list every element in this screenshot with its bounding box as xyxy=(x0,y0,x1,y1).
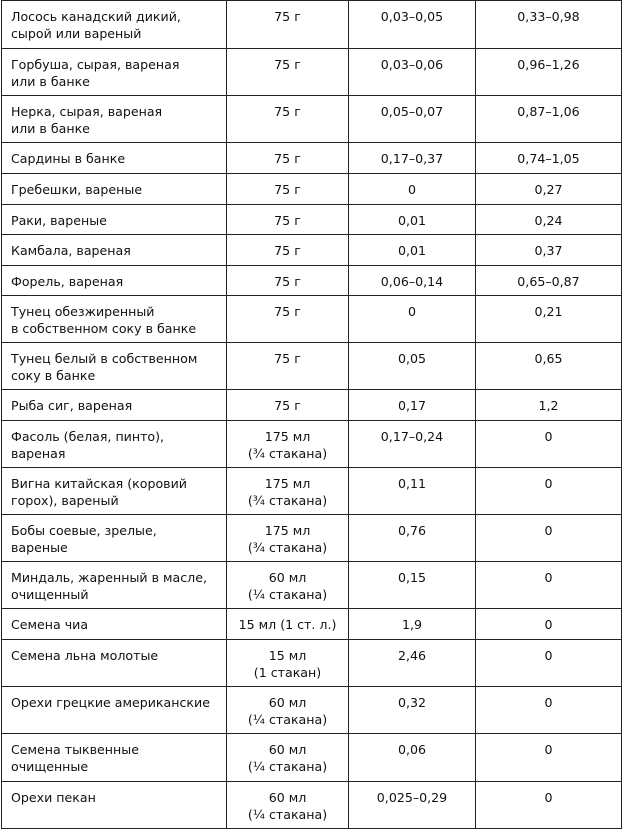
food-name-cell: Тунец обезжиренный в собственном соку в банке xyxy=(2,296,227,343)
food-name-cell: Лосось канадский дикий, сырой или вареный xyxy=(2,1,227,49)
value-cell-2: 0,24 xyxy=(476,205,622,235)
serving-size-cell: 60 мл (¼ стакана) xyxy=(227,782,349,829)
table-row xyxy=(2,266,622,296)
nutrition-table-body xyxy=(2,1,622,829)
value-cell-2: 0,37 xyxy=(476,235,622,266)
value-cell-2: 0 xyxy=(476,609,622,640)
value-cell-2: 0,21 xyxy=(476,296,622,343)
food-name-cell: Рыба сиг, вареная xyxy=(2,390,227,421)
serving-size-cell: 75 г xyxy=(227,143,349,174)
serving-size-cell: 75 г xyxy=(227,205,349,235)
table-row xyxy=(2,562,622,609)
value-cell-1: 0,025–0,29 xyxy=(349,782,476,829)
food-name-cell: Форель, вареная xyxy=(2,266,227,296)
value-cell-2: 0,96–1,26 xyxy=(476,49,622,96)
table-row xyxy=(2,421,622,468)
serving-size-cell: 75 г xyxy=(227,296,349,343)
serving-size-cell: 75 г xyxy=(227,49,349,96)
food-name-cell: Семена льна молотые xyxy=(2,640,227,687)
food-name-cell: Гребешки, вареные xyxy=(2,174,227,205)
value-cell-2: 0 xyxy=(476,640,622,687)
value-cell-1: 0,05 xyxy=(349,343,476,390)
food-name-cell: Сардины в банке xyxy=(2,143,227,174)
table-row xyxy=(2,468,622,515)
serving-size-cell: 15 мл (1 ст. л.) xyxy=(227,609,349,640)
table-row xyxy=(2,49,622,96)
serving-size-cell: 75 г xyxy=(227,343,349,390)
value-cell-2: 0,65–0,87 xyxy=(476,266,622,296)
table-row xyxy=(2,390,622,421)
value-cell-1: 0,15 xyxy=(349,562,476,609)
food-name-cell: Орехи грецкие американские xyxy=(2,687,227,734)
value-cell-1: 0,17–0,37 xyxy=(349,143,476,174)
table-row xyxy=(2,1,622,49)
value-cell-1: 2,46 xyxy=(349,640,476,687)
serving-size-cell: 175 мл (¾ стакана) xyxy=(227,515,349,562)
value-cell-2: 0 xyxy=(476,782,622,829)
value-cell-1: 0,01 xyxy=(349,205,476,235)
value-cell-2: 0 xyxy=(476,468,622,515)
table-row xyxy=(2,205,622,235)
table-row xyxy=(2,609,622,640)
serving-size-cell: 175 мл (¾ стакана) xyxy=(227,421,349,468)
serving-size-cell: 15 мл (1 стакан) xyxy=(227,640,349,687)
value-cell-1: 0,03–0,05 xyxy=(349,1,476,49)
value-cell-1: 0,17–0,24 xyxy=(349,421,476,468)
value-cell-2: 0 xyxy=(476,734,622,782)
value-cell-1: 0 xyxy=(349,296,476,343)
serving-size-cell: 60 мл (¼ стакана) xyxy=(227,562,349,609)
value-cell-1: 0,17 xyxy=(349,390,476,421)
serving-size-cell: 60 мл (¼ стакана) xyxy=(227,734,349,782)
table-row xyxy=(2,143,622,174)
value-cell-2: 0,65 xyxy=(476,343,622,390)
value-cell-2: 1,2 xyxy=(476,390,622,421)
table-row xyxy=(2,96,622,143)
value-cell-2: 0 xyxy=(476,687,622,734)
value-cell-1: 0,05–0,07 xyxy=(349,96,476,143)
value-cell-2: 0,33–0,98 xyxy=(476,1,622,49)
value-cell-1: 0,06–0,14 xyxy=(349,266,476,296)
value-cell-2: 0,27 xyxy=(476,174,622,205)
table-row xyxy=(2,235,622,266)
food-name-cell: Вигна китайская (коровий горох), вареный xyxy=(2,468,227,515)
value-cell-1: 1,9 xyxy=(349,609,476,640)
serving-size-cell: 175 мл (¾ стакана) xyxy=(227,468,349,515)
food-name-cell: Нерка, сырая, вареная или в банке xyxy=(2,96,227,143)
food-name-cell: Горбуша, сырая, вареная или в банке xyxy=(2,49,227,96)
table-row xyxy=(2,174,622,205)
value-cell-2: 0 xyxy=(476,421,622,468)
value-cell-1: 0,03–0,06 xyxy=(349,49,476,96)
food-name-cell: Орехи пекан xyxy=(2,782,227,829)
table-row xyxy=(2,687,622,734)
value-cell-1: 0,11 xyxy=(349,468,476,515)
food-name-cell: Семена тыквенные очищенные xyxy=(2,734,227,782)
food-name-cell: Семена чиа xyxy=(2,609,227,640)
food-name-cell: Бобы соевые, зрелые, вареные xyxy=(2,515,227,562)
serving-size-cell: 75 г xyxy=(227,1,349,49)
value-cell-1: 0 xyxy=(349,174,476,205)
serving-size-cell: 60 мл (¼ стакана) xyxy=(227,687,349,734)
food-name-cell: Фасоль (белая, пинто), вареная xyxy=(2,421,227,468)
food-name-cell: Миндаль, жаренный в масле, очищенный xyxy=(2,562,227,609)
table-row xyxy=(2,782,622,829)
value-cell-2: 0 xyxy=(476,515,622,562)
value-cell-1: 0,32 xyxy=(349,687,476,734)
serving-size-cell: 75 г xyxy=(227,235,349,266)
serving-size-cell: 75 г xyxy=(227,174,349,205)
value-cell-2: 0 xyxy=(476,562,622,609)
serving-size-cell: 75 г xyxy=(227,96,349,143)
table-row xyxy=(2,515,622,562)
table-row xyxy=(2,734,622,782)
value-cell-1: 0,06 xyxy=(349,734,476,782)
table-row xyxy=(2,343,622,390)
food-name-cell: Раки, вареные xyxy=(2,205,227,235)
table-row xyxy=(2,296,622,343)
value-cell-2: 0,87–1,06 xyxy=(476,96,622,143)
table-row xyxy=(2,640,622,687)
serving-size-cell: 75 г xyxy=(227,266,349,296)
serving-size-cell: 75 г xyxy=(227,390,349,421)
food-name-cell: Камбала, вареная xyxy=(2,235,227,266)
value-cell-1: 0,76 xyxy=(349,515,476,562)
value-cell-2: 0,74–1,05 xyxy=(476,143,622,174)
nutrition-table xyxy=(1,0,622,829)
food-name-cell: Тунец белый в собственном соку в банке xyxy=(2,343,227,390)
value-cell-1: 0,01 xyxy=(349,235,476,266)
